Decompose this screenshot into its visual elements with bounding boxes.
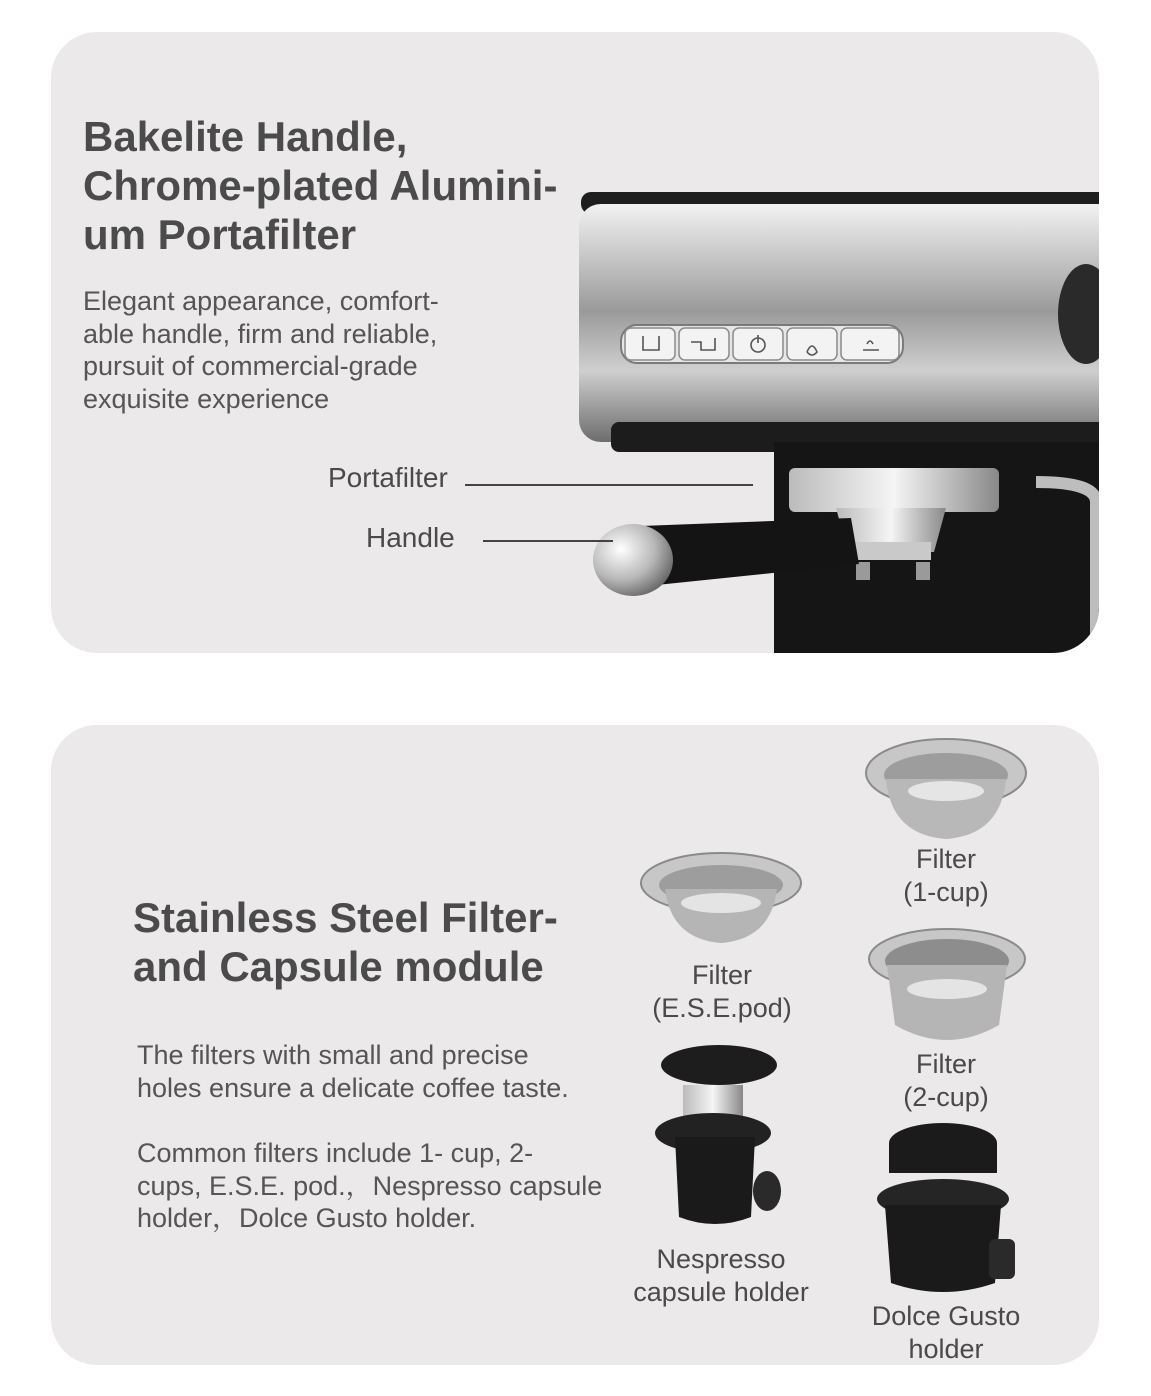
nespresso-holder-label (611, 1243, 831, 1308)
title-line: Bakelite Handle, (83, 113, 408, 160)
handle-callout: Handle (366, 522, 455, 553)
desc-line: cups, E.S.E. pod.，Nespresso capsule (137, 1170, 603, 1201)
desc-line: able handle, firm and reliable, (83, 318, 438, 349)
title-line: Stainless Steel Filter- (133, 894, 558, 941)
label-line: capsule holder (633, 1276, 809, 1307)
desc-line: holder，Dolce Gusto holder. (137, 1203, 477, 1233)
label-line: Nespresso (656, 1244, 786, 1274)
filter-description-1 (137, 1039, 617, 1104)
desc-line: exquisite experience (83, 383, 330, 414)
label-line: holder (908, 1333, 984, 1364)
desc-line: Elegant appearance, comfort- (83, 286, 439, 316)
filter-2cup-label (861, 1048, 1031, 1113)
title-line: um Portafilter (83, 211, 357, 258)
portafilter-card (51, 32, 1099, 653)
espresso-machine-image (521, 182, 1099, 653)
filter-1cup-image (863, 735, 1029, 845)
portafilter-leader-line (465, 484, 753, 486)
label-line: (E.S.E.pod) (652, 992, 792, 1023)
label-line: (2-cup) (903, 1081, 989, 1112)
desc-line: The filters with small and precise (137, 1040, 529, 1070)
filter-1cup-label (861, 843, 1031, 908)
dolce-gusto-holder-label (851, 1300, 1041, 1365)
filter-capsule-title (133, 893, 613, 991)
label-line: Filter (692, 960, 752, 990)
desc-line: Common filters include 1- cup, 2- (137, 1138, 534, 1168)
filter-ese-label (637, 959, 807, 1024)
portafilter-description (83, 285, 503, 415)
title-line: Chrome-plated Alumini- (83, 162, 558, 209)
label-line: Filter (916, 844, 976, 874)
label-line: (1-cup) (903, 876, 989, 907)
title-line: and Capsule module (133, 943, 544, 990)
filter-capsule-card (51, 725, 1099, 1365)
nespresso-holder-image (655, 1041, 789, 1231)
filter-ese-image (639, 849, 803, 949)
label-line: Filter (916, 1049, 976, 1079)
desc-line: holes ensure a delicate coffee taste. (137, 1072, 569, 1103)
label-line: Dolce Gusto (871, 1301, 1021, 1331)
filter-2cup-image (865, 925, 1029, 1053)
dolce-gusto-holder-image (875, 1119, 1025, 1299)
filter-description-2 (137, 1137, 617, 1235)
desc-line: pursuit of commercial-grade (83, 351, 418, 381)
portafilter-callout: Portafilter (328, 462, 448, 493)
handle-leader-line (483, 540, 613, 542)
